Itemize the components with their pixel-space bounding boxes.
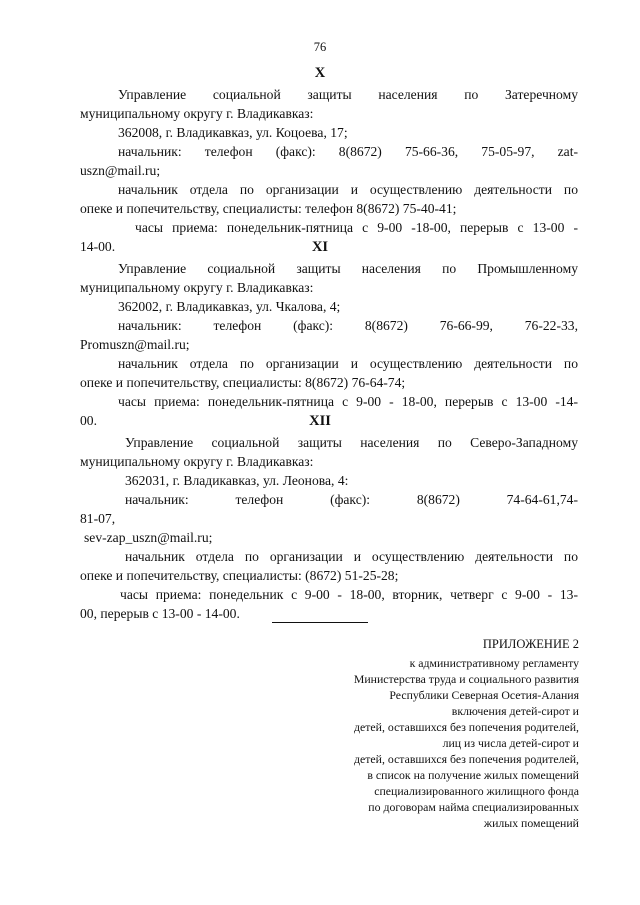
section-x-address: 362008, г. Владикавказ, ул. Коцоева, 17; xyxy=(118,125,348,140)
appendix-line-2: Министерства труда и социального развития xyxy=(353,672,579,686)
section-x-line-2: муниципальному округу г. Владикавказ: xyxy=(80,106,314,121)
page-number: 76 xyxy=(313,40,327,54)
section-xii-hours-1: часы приема: понедельник с 9-00 - 18-00, вторник, четверг с 9-00 - 13- xyxy=(120,587,578,602)
section-xi-phone: начальник: телефон (факс): 8(8672) 76-66-99, 76-22-33, xyxy=(118,318,578,333)
appendix-line-11: жилых помещений xyxy=(483,816,579,830)
section-xii-guardianship-2: опеке и попечительству, специалисты: (8672) 51-25-28; xyxy=(80,568,399,583)
section-x-phone: начальник: телефон (факс): 8(8672) 75-66-36, 75-05-97, zat- xyxy=(118,144,578,159)
section-xi-heading: XI xyxy=(311,239,329,255)
section-xi-email: Promuszn@mail.ru; xyxy=(80,337,190,352)
section-xii-hours-2: 00, перерыв с 13-00 - 14-00. xyxy=(80,606,240,621)
appendix-title: ПРИЛОЖЕНИЕ 2 xyxy=(482,637,579,651)
section-x-email: uszn@mail.ru; xyxy=(80,163,161,178)
section-xii-phone-cont: 81-07, xyxy=(80,511,116,526)
section-x-guardianship-1: начальник отдела по организации и осуществлению деятельности по xyxy=(118,182,578,197)
separator-line xyxy=(272,622,368,623)
section-xi-hours-2: 00. xyxy=(80,413,97,428)
section-xi-guardianship-2: опеке и попечительству, специалисты: 8(8672) 76-64-74; xyxy=(80,375,406,390)
appendix-line-1: к административному регламенту xyxy=(409,656,579,670)
section-xii-phone: начальник: телефон (факс): 8(8672) 74-64-61,74- xyxy=(125,492,578,507)
appendix-line-6: лиц из числа детей-сирот и xyxy=(442,736,579,750)
appendix-line-7: детей, оставшихся без попечения родителей, xyxy=(354,752,579,766)
section-xii-heading: XII xyxy=(309,413,331,429)
section-x-line-1: Управление социальной защиты населения по Затеречному xyxy=(118,87,578,102)
section-xii-email: sev-zap_uszn@mail.ru; xyxy=(84,530,213,545)
section-xi-address: 362002, г. Владикавказ, ул. Чкалова, 4; xyxy=(118,299,341,314)
section-x-hours-2: 14-00. xyxy=(80,239,116,254)
appendix-line-5: детей, оставшихся без попечения родителей, xyxy=(354,720,579,734)
section-xii-line-1: Управление социальной защиты населения по Северо-Западному xyxy=(125,435,578,450)
appendix-line-9: специализированного жилищного фонда xyxy=(374,784,579,798)
appendix-line-4: включения детей-сирот и xyxy=(451,704,579,718)
section-x-heading: X xyxy=(314,65,326,81)
section-x-hours-1: часы приема: понедельник-пятница с 9-00 -18-00, перерыв с 13-00 - xyxy=(135,220,578,235)
appendix-line-8: в список на получение жилых помещений xyxy=(367,768,579,782)
section-xii-line-2: муниципальному округу г. Владикавказ: xyxy=(80,454,314,469)
section-xii-address: 362031, г. Владикавказ, ул. Леонова, 4: xyxy=(125,473,349,488)
section-xii-guardianship-1: начальник отдела по организации и осуществлению деятельности по xyxy=(125,549,578,564)
section-xi-hours-1: часы приема: понедельник-пятница с 9-00 - 18-00, перерыв с 13-00 -14- xyxy=(118,394,578,409)
appendix-line-10: по договорам найма специализированных xyxy=(368,800,579,814)
section-xi-line-2: муниципальному округу г. Владикавказ: xyxy=(80,280,314,295)
section-x-guardianship-2: опеке и попечительству, специалисты: телефон 8(8672) 75-40-41; xyxy=(80,201,457,216)
appendix-line-3: Республики Северная Осетия-Алания xyxy=(389,688,579,702)
section-xi-guardianship-1: начальник отдела по организации и осуществлению деятельности по xyxy=(118,356,578,371)
section-xi-line-1: Управление социальной защиты населения по Промышленному xyxy=(118,261,578,276)
